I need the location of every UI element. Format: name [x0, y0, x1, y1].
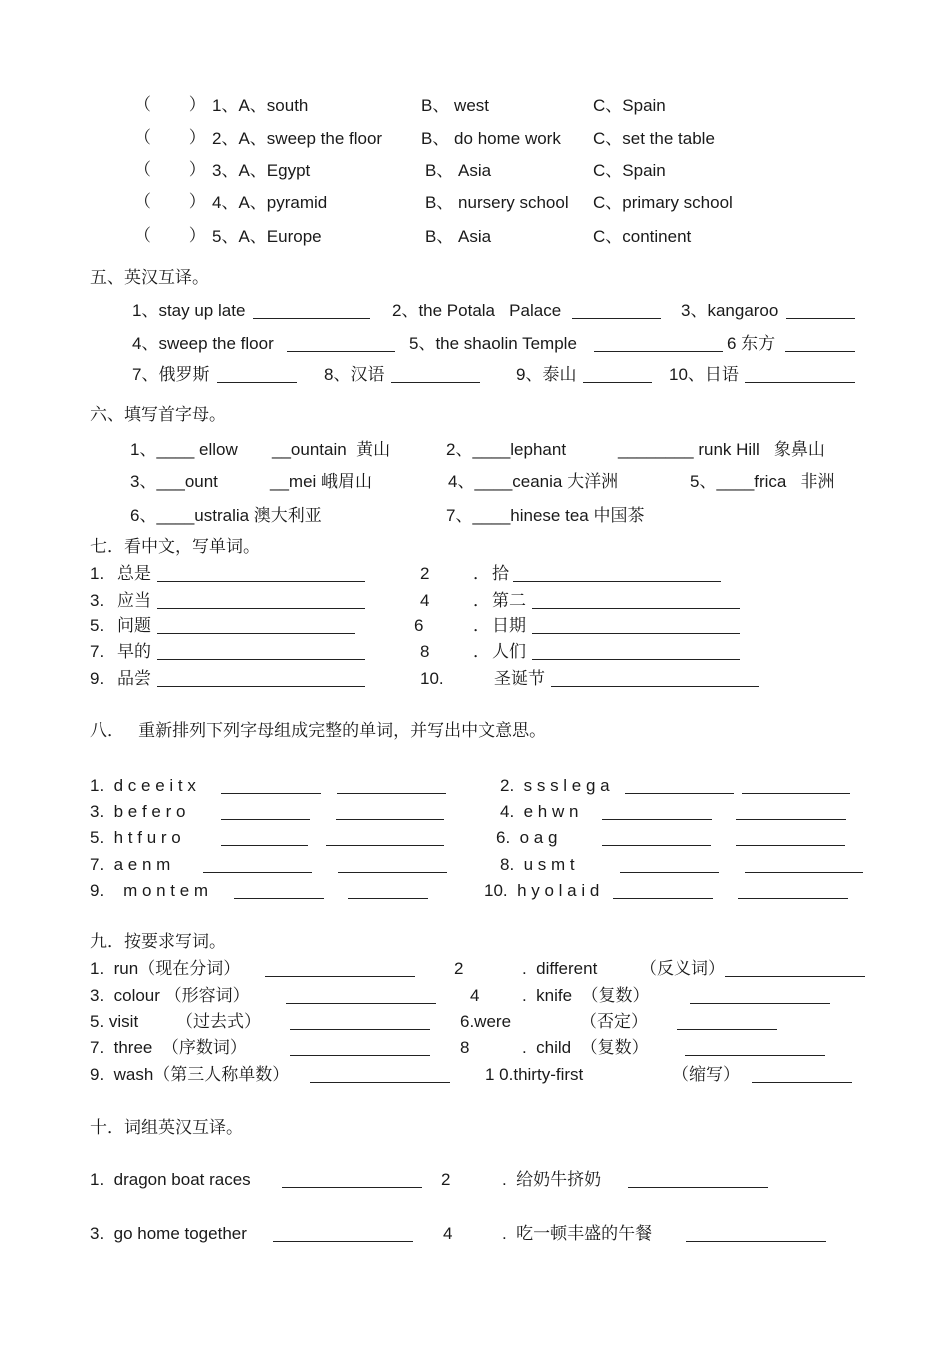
s5-item-7: 7、俄罗斯 [132, 365, 210, 384]
s7-num: 8 [420, 642, 430, 661]
s5-item-3: 3、kangaroo [681, 301, 779, 320]
answer-blank[interactable] [234, 898, 324, 899]
s10-item: . 给奶牛挤奶 [502, 1170, 602, 1189]
s7-num: ． [473, 564, 490, 583]
answer-blank[interactable] [287, 351, 395, 352]
s9-num: 4 [470, 986, 480, 1005]
answer-paren[interactable]: （ ） [134, 226, 206, 245]
answer-blank[interactable] [685, 1055, 825, 1056]
s5-item-10: 10、日语 [669, 365, 739, 384]
answer-blank[interactable] [583, 382, 652, 383]
answer-blank[interactable] [337, 793, 446, 794]
answer-paren[interactable]: （ ） [134, 95, 206, 114]
answer-blank[interactable] [217, 382, 297, 383]
answer-blank[interactable] [221, 845, 308, 846]
answer-blank[interactable] [290, 1029, 430, 1030]
option-c: C、primary school [593, 193, 733, 212]
s6-item[interactable]: ________ runk Hill 象鼻山 [618, 440, 825, 459]
answer-blank[interactable] [620, 872, 719, 873]
answer-blank[interactable] [221, 819, 310, 820]
option-c: C、Spain [593, 161, 666, 180]
answer-blank[interactable] [745, 872, 863, 873]
s7-word: 品尝 [117, 669, 151, 688]
s5-item-1: 1、stay up late [132, 301, 246, 320]
s7-num: ． [473, 591, 490, 610]
s7-word: 问题 [117, 616, 151, 635]
answer-blank[interactable] [602, 845, 711, 846]
s5-item-5: 5、the shaolin Temple [409, 334, 577, 353]
answer-blank[interactable] [532, 633, 740, 634]
section-6-title: 六、填写首字母。 [90, 405, 226, 424]
answer-blank[interactable] [513, 581, 721, 582]
s8-letters: 6. o a g [496, 828, 558, 847]
s5-item-4: 4、sweep the floor [132, 334, 274, 353]
answer-blank[interactable] [336, 819, 444, 820]
s9-hint: （反义词） [640, 959, 725, 978]
s6-item[interactable]: 6、____ustralia 澳大利亚 [130, 506, 322, 525]
answer-blank[interactable] [286, 1003, 436, 1004]
s7-num: 5. [90, 616, 105, 635]
s5-item-8: 8、汉语 [324, 365, 385, 384]
answer-blank[interactable] [532, 659, 740, 660]
answer-blank[interactable] [348, 898, 428, 899]
answer-blank[interactable] [572, 318, 661, 319]
s9-item: 7. three （序数词） [90, 1038, 247, 1057]
s9-hint: （过去式） [176, 1012, 261, 1031]
option-b: B、 west [421, 96, 490, 115]
answer-paren[interactable]: （ ） [134, 192, 206, 211]
s8-letters: 10. h y o l a i d [484, 881, 600, 900]
s9-item: . different [522, 959, 598, 978]
answer-blank[interactable] [736, 819, 846, 820]
s10-item: . 吃一顿丰盛的午餐 [502, 1224, 653, 1243]
s6-item[interactable]: 7、____hinese tea 中国茶 [446, 506, 645, 525]
answer-blank[interactable] [602, 819, 712, 820]
s8-letters: 9. m o n t e m [90, 881, 209, 900]
s10-num: 4 [443, 1224, 453, 1243]
answer-blank[interactable] [310, 1082, 450, 1083]
s9-item: 1. run（现在分词） [90, 959, 241, 978]
section-10-title: 十．词组英汉互译。 [90, 1118, 243, 1137]
s8-letters: 3. b e f e r o [90, 802, 186, 821]
s7-word: 圣诞节 [494, 669, 545, 688]
s8-letters: 1. d c e e i t x [90, 776, 196, 795]
section-9-title: 九．按要求写词。 [90, 932, 226, 951]
option-a: 3、A、Egypt [212, 161, 311, 180]
answer-blank[interactable] [290, 1055, 430, 1056]
s9-item: 9. wash（第三人称单数） [90, 1065, 290, 1084]
section-7-title: 七．看中文，写单词。 [90, 537, 260, 556]
option-c: C、continent [593, 227, 692, 246]
answer-blank[interactable] [253, 318, 370, 319]
s7-word: 应当 [117, 591, 151, 610]
s7-num: 4 [420, 591, 430, 610]
s7-num: 6 [414, 616, 424, 635]
answer-blank[interactable] [785, 351, 855, 352]
s8-letters: 2. s s s l e g a [500, 776, 610, 795]
s8-letters: 5. h t f u r o [90, 828, 181, 847]
s7-word: 拾 [492, 564, 509, 583]
s7-num: ． [473, 642, 490, 661]
s6-item[interactable]: 5、____frica 非洲 [690, 472, 835, 491]
answer-blank[interactable] [613, 898, 713, 899]
answer-blank[interactable] [282, 1187, 422, 1188]
s7-word: 人们 [492, 642, 526, 661]
answer-blank[interactable] [745, 382, 855, 383]
answer-blank[interactable] [273, 1241, 413, 1242]
answer-blank[interactable] [338, 872, 447, 873]
answer-blank[interactable] [221, 793, 321, 794]
s7-num: 3. [90, 591, 105, 610]
s5-item-9: 9、泰山 [516, 365, 577, 384]
s5-item-6: 6 东方 [727, 334, 776, 353]
s6-item[interactable]: __mei 峨眉山 [270, 472, 373, 491]
answer-paren[interactable]: （ ） [134, 160, 206, 179]
option-a: 2、A、sweep the floor [212, 129, 383, 148]
option-b: B、 Asia [425, 227, 492, 246]
s6-item[interactable]: 1、____ ellow [130, 440, 238, 459]
section-8-title: 八． 重新排列下列字母组成完整的单词，并写出中文意思。 [90, 721, 547, 740]
s7-num: 10. [420, 669, 444, 688]
s7-num: 2 [420, 564, 430, 583]
answer-blank[interactable] [742, 793, 850, 794]
answer-blank[interactable] [686, 1241, 826, 1242]
s7-num: ． [473, 616, 490, 635]
section-5-title: 五、英汉互译。 [90, 268, 209, 287]
s6-item[interactable]: 4、____ceania 大洋洲 [448, 472, 619, 491]
answer-blank[interactable] [677, 1029, 777, 1030]
answer-blank[interactable] [752, 1082, 852, 1083]
answer-blank[interactable] [157, 633, 355, 634]
option-c: C、set the table [593, 129, 715, 148]
s7-word: 日期 [492, 616, 526, 635]
s9-num: 8 [460, 1038, 470, 1057]
answer-blank[interactable] [738, 898, 848, 899]
s8-letters: 8. u s m t [500, 855, 575, 874]
option-b: B、 nursery school [425, 193, 569, 212]
answer-blank[interactable] [625, 793, 734, 794]
s9-item: 6.were [460, 1012, 512, 1031]
answer-blank[interactable] [157, 608, 365, 609]
s9-num: 2 [454, 959, 464, 978]
option-c: C、Spain [593, 96, 666, 115]
s7-word: 总是 [117, 564, 151, 583]
option-a: 5、A、Europe [212, 227, 322, 246]
s9-hint: （缩写） [672, 1065, 740, 1084]
option-a: 1、A、south [212, 96, 309, 115]
s8-letters: 4. e h w n [500, 802, 579, 821]
s10-item: 3. go home together [90, 1224, 247, 1243]
answer-blank[interactable] [594, 351, 723, 352]
s8-letters: 7. a e n m [90, 855, 171, 874]
option-b: B、 do home work [421, 129, 561, 148]
s9-item: 5. visit [90, 1012, 139, 1031]
answer-blank[interactable] [157, 686, 365, 687]
answer-blank[interactable] [736, 845, 845, 846]
answer-blank[interactable] [265, 976, 415, 977]
s6-item[interactable]: 2、____lephant [446, 440, 567, 459]
answer-blank[interactable] [690, 1003, 830, 1004]
s6-item[interactable]: __ountain 黄山 [272, 440, 391, 459]
s7-num: 9. [90, 669, 105, 688]
option-b: B、 Asia [425, 161, 492, 180]
s9-item: 1 0.thirty-first [485, 1065, 584, 1084]
answer-blank[interactable] [157, 581, 365, 582]
s7-word: 早的 [117, 642, 151, 661]
answer-blank[interactable] [157, 659, 365, 660]
s9-item: . child （复数） [522, 1038, 649, 1057]
s9-item: 3. colour （形容词） [90, 986, 250, 1005]
s7-num: 7. [90, 642, 105, 661]
s10-num: 2 [441, 1170, 451, 1189]
s10-item: 1. dragon boat races [90, 1170, 251, 1189]
answer-blank[interactable] [628, 1187, 768, 1188]
s9-hint: （否定） [580, 1012, 648, 1031]
s9-item: . knife （复数） [522, 986, 650, 1005]
s6-item[interactable]: 3、___ount [130, 472, 218, 491]
answer-blank[interactable] [326, 845, 444, 846]
option-a: 4、A、pyramid [212, 193, 328, 212]
s7-word: 第二 [492, 591, 526, 610]
s5-item-2: 2、the Potala Palace [392, 301, 562, 320]
answer-blank[interactable] [551, 686, 759, 687]
answer-blank[interactable] [532, 608, 740, 609]
s7-num: 1. [90, 564, 105, 583]
answer-blank[interactable] [786, 318, 855, 319]
answer-blank[interactable] [725, 976, 865, 977]
answer-paren[interactable]: （ ） [134, 128, 206, 147]
answer-blank[interactable] [203, 872, 312, 873]
answer-blank[interactable] [391, 382, 480, 383]
